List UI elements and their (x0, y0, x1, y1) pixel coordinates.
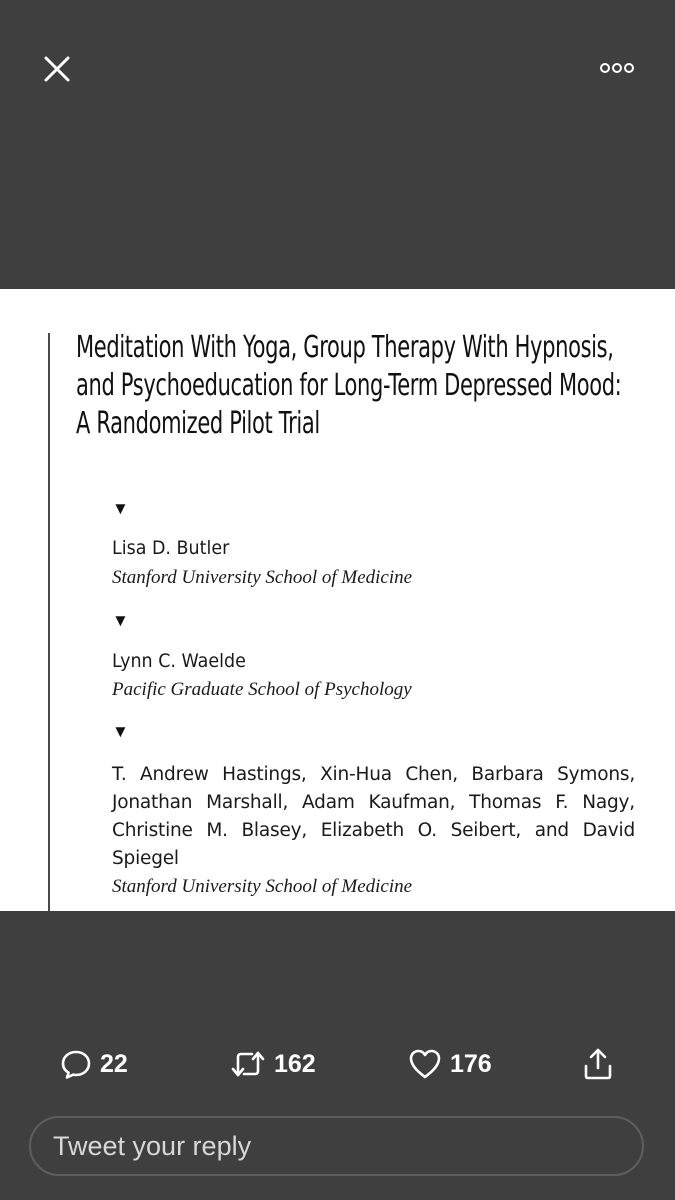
like-count: 176 (450, 1049, 492, 1078)
author-names: T. Andrew Hastings, Xin-Hua Chen, Barbara Symons, Jonathan Marshall, Adam Kaufman, Thomas F. Nagy, Christine M. Blasey, Elizabeth O. Seibert, and David Spiegel (112, 764, 635, 869)
author-names: Lisa D. Butler (112, 537, 230, 559)
author-affiliation: Stanford University School of Medicine (112, 567, 413, 588)
like-icon (408, 1048, 442, 1080)
retweet-count: 162 (274, 1049, 316, 1078)
reply-icon (60, 1048, 92, 1080)
tweet-actions (0, 1040, 675, 1088)
document-image[interactable] (0, 289, 675, 911)
share-button[interactable] (582, 1044, 614, 1084)
paper-title (76, 329, 622, 443)
top-bar (0, 0, 675, 140)
triangle-marker-icon: ▼ (112, 499, 129, 518)
retweet-button[interactable] (230, 1044, 316, 1084)
reply-button[interactable] (60, 1044, 128, 1084)
author-names: Lynn C. Waelde (112, 650, 246, 672)
more-options-button[interactable] (594, 52, 640, 84)
close-icon (44, 56, 70, 82)
reply-input[interactable] (29, 1116, 644, 1176)
author-affiliation: Stanford University School of Medicine (112, 876, 413, 897)
like-button[interactable] (408, 1044, 492, 1084)
margin-rule (48, 333, 50, 911)
title-line: Meditation With Yoga, Group Therapy With Hypnosis, (76, 330, 614, 365)
retweet-icon (230, 1049, 266, 1079)
triangle-marker-icon: ▼ (112, 611, 129, 630)
triangle-marker-icon: ▼ (112, 722, 129, 741)
more-options-icon (599, 62, 635, 74)
share-icon (582, 1047, 614, 1081)
title-line: and Psychoeducation for Long-Term Depressed Mood: (76, 368, 622, 403)
author-affiliation: Pacific Graduate School of Psychology (112, 679, 412, 700)
reply-placeholder: Tweet your reply (53, 1130, 252, 1161)
close-button[interactable] (38, 50, 76, 88)
reply-count: 22 (100, 1049, 128, 1078)
title-line: A Randomized Pilot Trial (76, 406, 320, 441)
